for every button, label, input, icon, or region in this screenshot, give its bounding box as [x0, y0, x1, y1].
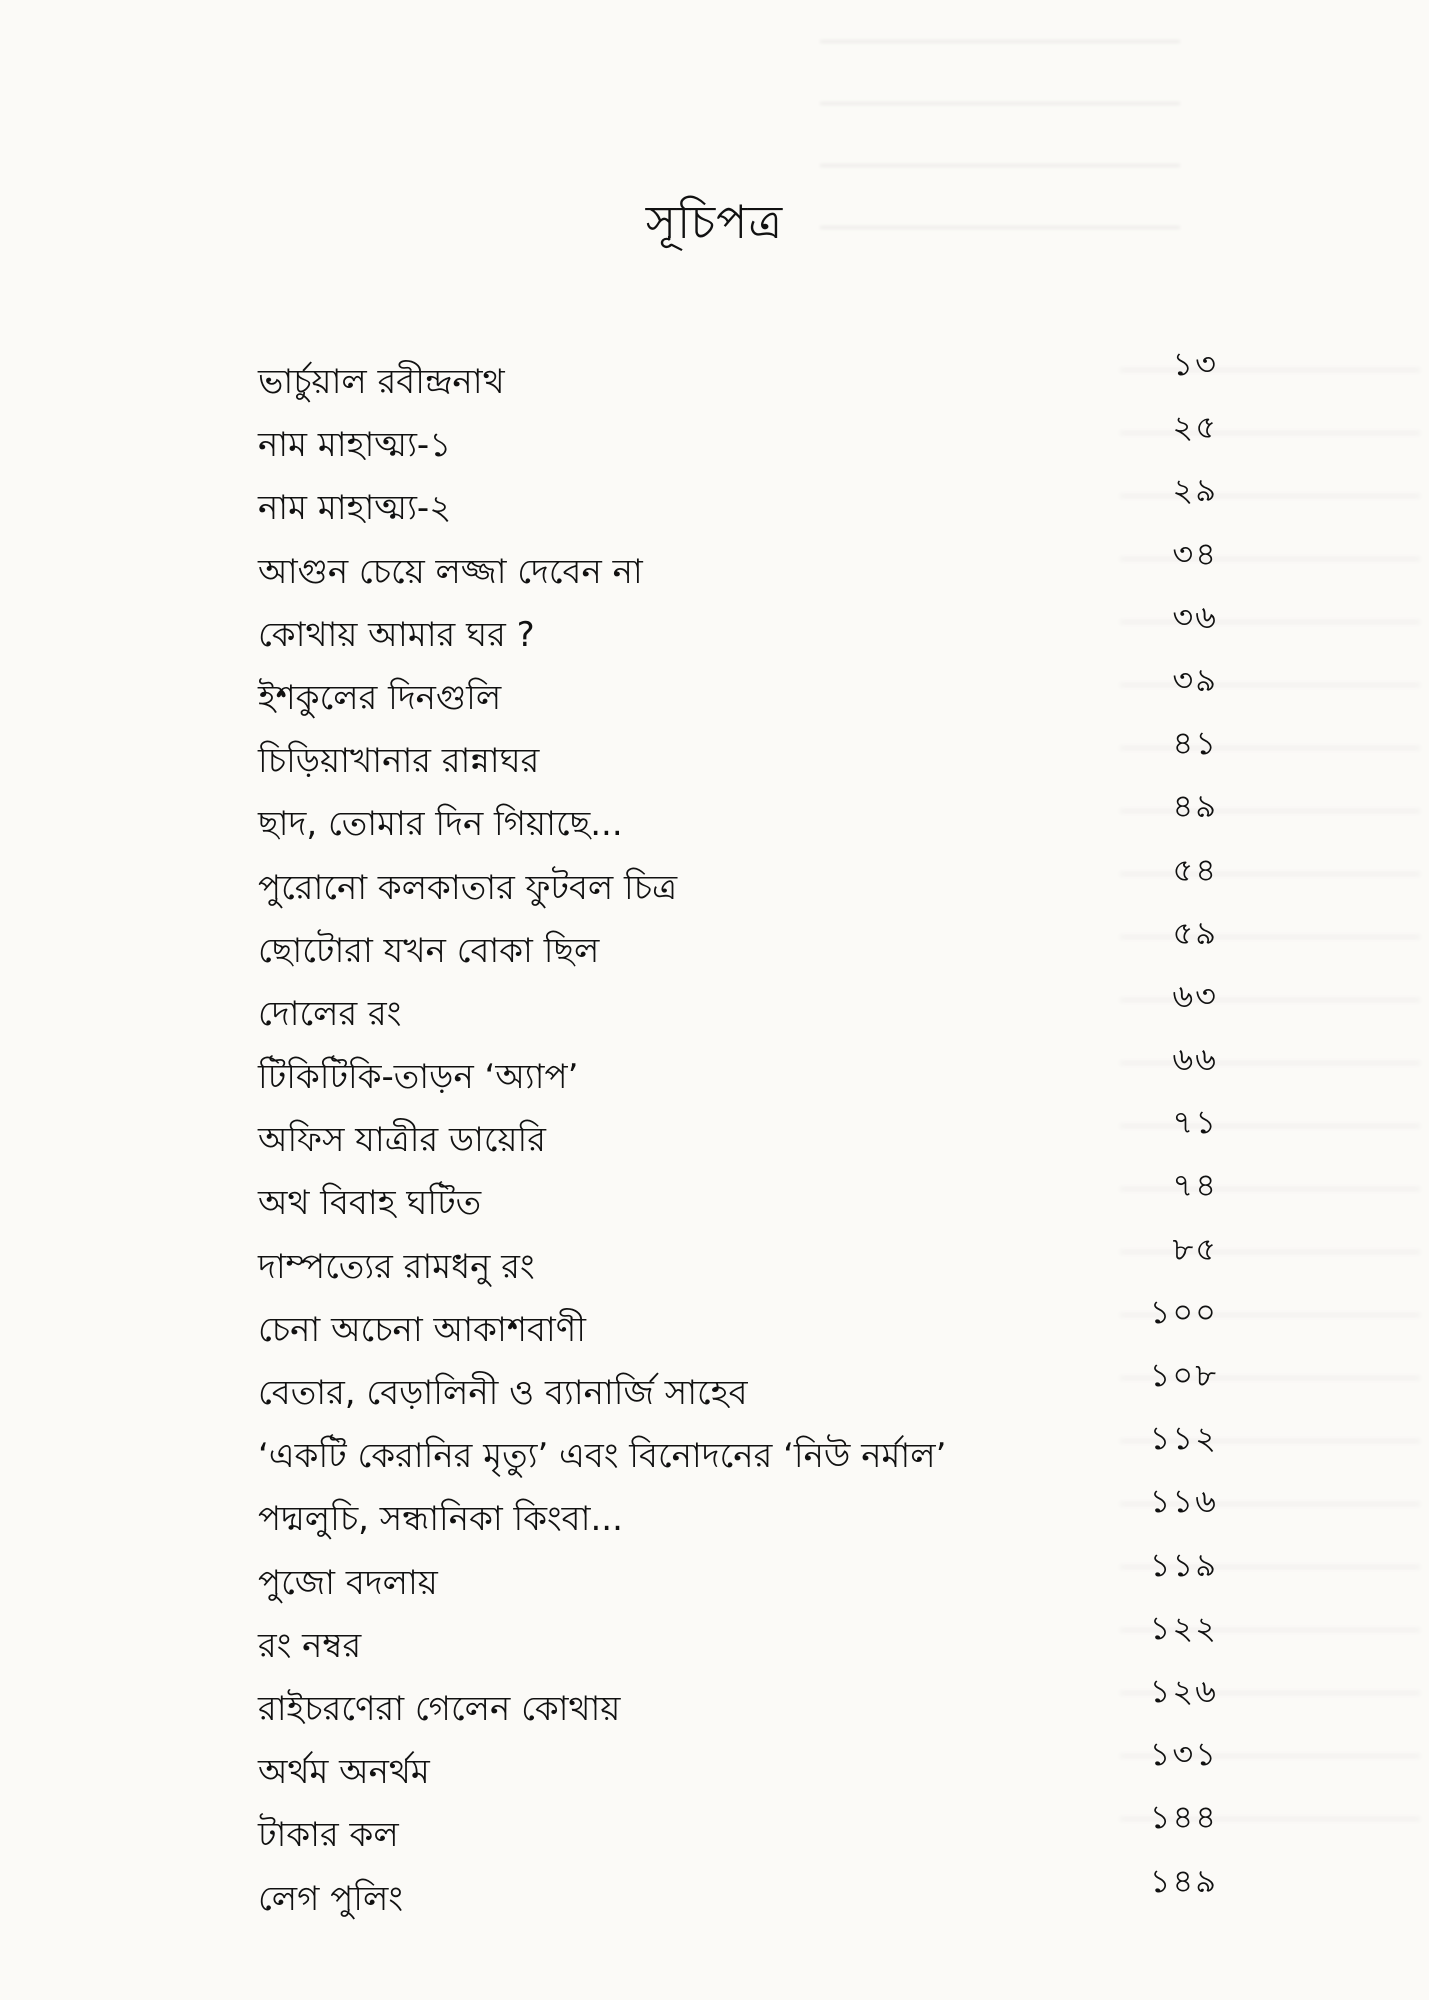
toc-entry-page-number: ১০৮ [1149, 1356, 1218, 1394]
toc-entry-page-number: ৩৪ [1172, 534, 1218, 573]
toc-entry-title: অর্থম অনর্থম [258, 1752, 430, 1793]
toc-entry-title: ছোটোরা যখন বোকা ছিল [258, 930, 600, 971]
toc-entry-title: ছাদ, তোমার দিন গিয়াছে... [258, 804, 623, 845]
toc-entry-title: আগুন চেয়ে লজ্জা দেবেন না [258, 551, 643, 592]
toc-entry [258, 1356, 1218, 1426]
table-of-contents [258, 345, 1218, 1932]
toc-entry-title: চিড়িয়াখানার রান্নাঘর [258, 741, 540, 782]
toc-entry-page-number: ১৪৯ [1149, 1861, 1218, 1900]
toc-entry [258, 345, 1218, 415]
toc-entry-title: রং নম্বর [258, 1625, 362, 1666]
toc-entry-title: অথ বিবাহ ঘটিত [258, 1183, 482, 1224]
toc-entry [258, 913, 1218, 984]
toc-entry-title: ইশকুলের দিনগুলি [258, 677, 502, 718]
toc-entry-page-number: ৬৩ [1172, 976, 1218, 1015]
toc-entry-title: কোথায় আমার ঘর ? [258, 614, 535, 655]
toc-entry [258, 1229, 1218, 1300]
toc-entry-page-number: ১৩ [1172, 345, 1218, 383]
toc-entry-page-number: ১০০ [1149, 1292, 1218, 1331]
toc-entry-title: চেনা অচেনা আকাশবাণী [258, 1309, 587, 1350]
toc-entry-page-number: ৫৪ [1172, 850, 1218, 889]
toc-entry-page-number: ৭১ [1172, 1103, 1218, 1142]
toc-entry-title: লেগ পুলিং [258, 1878, 403, 1919]
toc-entry [258, 1482, 1218, 1552]
toc-entry [258, 1292, 1218, 1363]
toc-entry [258, 534, 1218, 605]
toc-entry [258, 1861, 1218, 1932]
toc-entry-title: টাকার কল [258, 1815, 399, 1856]
toc-entry [258, 976, 1218, 1047]
toc-entry [258, 1608, 1218, 1679]
toc-entry [258, 1545, 1218, 1616]
toc-entry-page-number: ১৪৪ [1149, 1798, 1218, 1837]
toc-entry-title: বেতার, বেড়ালিনী ও ব্যানার্জি সাহেব [258, 1373, 748, 1413]
toc-entry [258, 1798, 1218, 1868]
toc-entry [258, 660, 1218, 731]
toc-entry [258, 1419, 1218, 1489]
toc-entry [258, 1735, 1218, 1805]
toc-entry-page-number: ৫৯ [1172, 913, 1218, 952]
toc-entry-page-number: ৩৬ [1172, 597, 1218, 636]
toc-entry-page-number: ১২২ [1149, 1608, 1218, 1647]
toc-entry [258, 597, 1218, 668]
toc-entry [258, 1671, 1218, 1742]
toc-entry [258, 1040, 1218, 1110]
toc-entry-page-number: ১১৬ [1149, 1482, 1218, 1521]
toc-entry [258, 1166, 1218, 1236]
toc-entry [258, 724, 1218, 794]
toc-entry-title: নাম মাহাত্ম্য-১ [258, 425, 452, 466]
toc-entry-page-number: ৭৪ [1172, 1166, 1218, 1205]
toc-entry-title: দোলের রং [258, 993, 402, 1034]
toc-entry-title: দাম্পত্যের রামধনু রং [258, 1246, 535, 1287]
toc-entry-title: ভার্চুয়াল রবীন্দ্রনাথ [258, 362, 505, 402]
toc-entry-title: পুরোনো কলকাতার ফুটবল চিত্র [258, 867, 678, 908]
toc-entry-title: নাম মাহাত্ম্য-২ [258, 488, 452, 529]
toc-entry-page-number: ২৫ [1172, 408, 1218, 447]
toc-entry-title: অফিস যাত্রীর ডায়েরি [258, 1120, 546, 1161]
toc-entry [258, 471, 1218, 541]
toc-entry-page-number: ১১২ [1149, 1419, 1218, 1458]
toc-entry-title: পদ্মলুচি, সন্ধানিকা কিংবা... [258, 1499, 623, 1540]
toc-entry-page-number: ৩৯ [1172, 660, 1218, 699]
toc-entry-page-number: ১৩১ [1149, 1735, 1218, 1774]
toc-entry-title: টিকিটিকি-তাড়ন ‘অ্যাপ’ [258, 1057, 579, 1098]
toc-entry-page-number: ৬৬ [1172, 1040, 1218, 1079]
page-title: সূচিপত্র [645, 195, 784, 249]
toc-entry-title: রাইচরণেরা গেলেন কোথায় [258, 1688, 621, 1729]
toc-entry-page-number: ১২৬ [1149, 1671, 1218, 1710]
toc-entry [258, 787, 1218, 857]
toc-entry-page-number: ৪৯ [1172, 787, 1218, 826]
toc-entry-page-number: ২৯ [1172, 471, 1218, 510]
toc-entry [258, 408, 1218, 478]
toc-entry-page-number: ৪১ [1172, 724, 1218, 763]
toc-entry-title: পুজো বদলায় [258, 1562, 438, 1603]
toc-entry-page-number: ১১৯ [1149, 1545, 1218, 1584]
toc-entry-title: ‘একটি কেরানির মৃত্যু’ এবং বিনোদনের ‘নিউ নর্মাল’ [258, 1436, 947, 1477]
toc-entry [258, 1103, 1218, 1173]
toc-entry-page-number: ৮৫ [1172, 1229, 1218, 1268]
toc-entry [258, 850, 1218, 921]
